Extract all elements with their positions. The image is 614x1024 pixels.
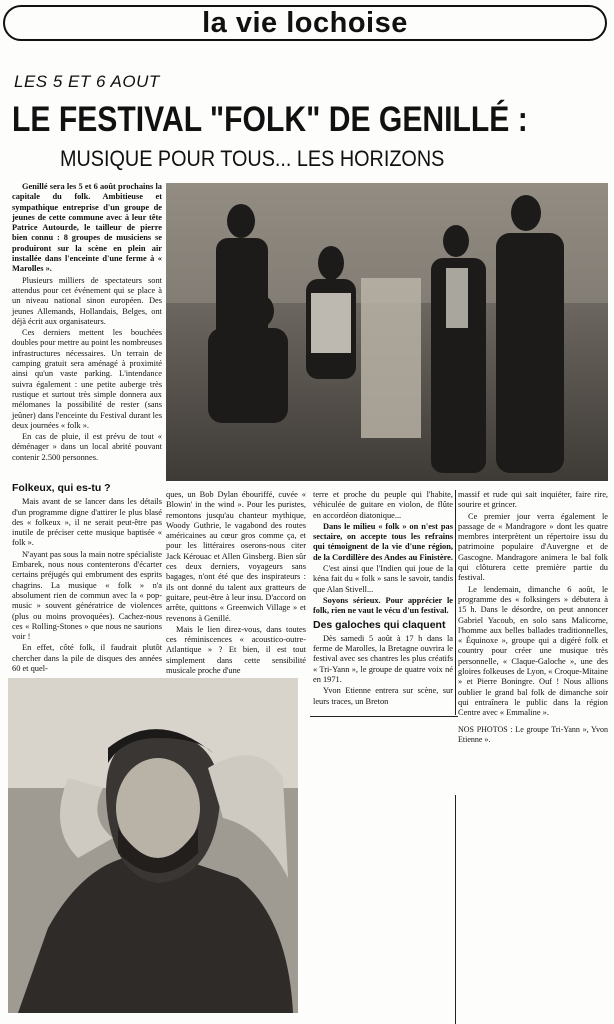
article-column-1 bbox=[12, 182, 162, 472]
article-paragraph: Le lendemain, dimanche 6 août, le programme des « folksingers » débutera à 15 h. Dans le désordre, on peut annoncer Gabriel Yacoub, en solo sans Malicorne, l'homme aux belles ballades traditionnelles, « Équinoxe », groupe qui a digéré folk et country pour créer une musique très personnelle, « Claque-Galoche », une des gloires folkeuses de Lyon, « Croque-Mitaine » et Pierre Boningre. Ouf ! Nous allions oublier le grand bal folk de dimanche soir qui entraînera le public dans la région Centre avec « Emmaline ». bbox=[458, 584, 608, 718]
subheadline: MUSIQUE POUR TOUS... LES HORIZONS bbox=[60, 146, 445, 171]
article-column-4 bbox=[458, 490, 608, 780]
kicker: LES 5 ET 6 AOUT bbox=[14, 72, 160, 91]
photo-caption: NOS PHOTOS : Le groupe Tri-Yann », Yvon Etienne ». bbox=[458, 724, 608, 744]
column-rule bbox=[310, 716, 458, 717]
article-paragraph: N'ayant pas sous la main notre spécialiste Embarek, nous nous contenterons d'écarter certains préjugés qui embrument des esprits chagrins. La musique « folk » n'a absolument rien de commun avec la « pop-music » souvent génératrice de violences (plus ou moins provoquées). Cachez-nous ces « Rolling-Stones » que nous ne saurions voir ! bbox=[12, 549, 162, 642]
section-banner bbox=[3, 5, 607, 41]
article-paragraph: Plusieurs milliers de spectateurs sont attendus pour cet événement qui se place à un niveau national sinon européen. Des jeunes Allemands, Hollandais, Belges, ont déjà écrit aux organisateurs. bbox=[12, 275, 162, 326]
article-paragraph: Dès samedi 5 août à 17 h dans la ferme de Marolles, la Bretagne ouvrira le festival avec ses chantres les plus créatifs « Tri-Yann », le groupe de quatre voix né en 1971. bbox=[313, 633, 453, 685]
article-column-3 bbox=[313, 490, 453, 715]
group-photo bbox=[166, 183, 608, 481]
article-paragraph: Dans le milieu « folk » on n'est pas sectaire, on accepte tous les refrains qui témoignent de la vie d'une région, de la Cordillère des Andes au Finistère. bbox=[313, 521, 453, 562]
article-paragraph: C'est ainsi que l'Indien qui joue de la kéna fait du « folk » sans le savoir, tandis que Alan Stivell... bbox=[313, 564, 453, 594]
headline: LE FESTIVAL "FOLK" DE GENILLÉ : bbox=[12, 100, 528, 139]
article-paragraph: massif et rude qui sait inquiéter, faire rire, sourire et grincer. bbox=[458, 490, 608, 510]
portrait-photo bbox=[8, 678, 298, 1013]
column-rule bbox=[455, 795, 456, 1024]
article-paragraph: Mais avant de se lancer dans les détails d'un programme digne d'attirer le plus blasé des « folkeux », il ne serait peut-être pas inutile de préciser cette musique baptisée « folk ». bbox=[12, 497, 162, 548]
article-paragraph: Ces derniers mettent les bouchées doubles pour mettre au point les nombreuses infrastructures nécessaires. Un terrain de camping gratuit sera aménagé à proximité ainsi qu'un vaste parking. L'intendance suivra également : une petite auberge très rustique et surtout très simple donnera aux mélomanes la possibilité de rester (sans jeûner) dans l'enceinte du Festival durant les deux journées « folk ». bbox=[12, 328, 162, 430]
article-paragraph: Mais le lien direz-vous, dans toutes ces réminiscences « acoustico-outre-Atlantique » ? Et bien, il est tout simplement dans cette sensibilité musicale proche d'une bbox=[166, 624, 306, 676]
section-title: la vie lochoise bbox=[202, 6, 408, 39]
article-paragraph: En cas de pluie, il est prévu de tout « déménager » dans un local abrité pouvant contenir 2.500 personnes. bbox=[12, 432, 162, 462]
section-heading: Folkeux, qui es-tu ? bbox=[12, 482, 111, 494]
group-photo-image bbox=[166, 183, 608, 481]
article-column-1-lower bbox=[12, 480, 162, 674]
section-heading: Des galoches qui claquent bbox=[313, 618, 446, 631]
article-paragraph: ques, un Bob Dylan ébouriffé, cuvée « Blowin' in the wind ». Pour les puristes, remontons jusqu'au chanteur mythique, Woody Guthrie, le vagabond des routes américaines au cœur gros comme ça, et pour les littéraires oserons-nous citer Jack Kérouac et Allen Ginsberg. Bien sûr ces deux derniers, voyageurs sans bagages, n'ont été que des inspirateurs : ils ont donné du talent aux gratteurs de guitare, peut-être à leur insu. D'accord on arrête, quittons « Greenwich Village » et revenons à Genillé. bbox=[166, 490, 306, 623]
portrait-photo-image bbox=[8, 678, 298, 1013]
article-paragraph: Soyons sérieux. Pour apprécier le folk, rien ne vaut le vécu d'un festival. bbox=[313, 595, 453, 616]
article-paragraph: En effet, côté folk, il faudrait plutôt chercher dans la pile de disques des années 60 et quel- bbox=[12, 643, 162, 674]
article-column-2 bbox=[166, 490, 306, 676]
article-paragraph: Ce premier jour verra également le passage de « Mandragore » dont les quatre membres interprètent un répertoire issu du patrimoine populaire d'Auvergne et de Gascogne. Mandragore animera le bal folk qui clôturera cette première partie du festival. bbox=[458, 511, 608, 583]
article-lead: Genillé sera les 5 et 6 août prochains la capitale du folk. Ambitieuse et sympathique entreprise d'un groupe de jeunes de cette commune avec à leur tête Patrice Autourde, le tailleur de pierre bien connu : 8 groupes de musiciens se produiront sur la scène en plein air installée dans l'enceinte d'une ferme à « Marolles ». bbox=[12, 182, 162, 274]
article-paragraph: Yvon Etienne entrera sur scène, sur leurs traces, un Breton bbox=[313, 686, 453, 706]
article-paragraph: terre et proche du peuple qui l'habite, véhiculée de guitare en violon, de flûte en accordéon diatonique... bbox=[313, 490, 453, 520]
column-rule bbox=[455, 490, 456, 715]
